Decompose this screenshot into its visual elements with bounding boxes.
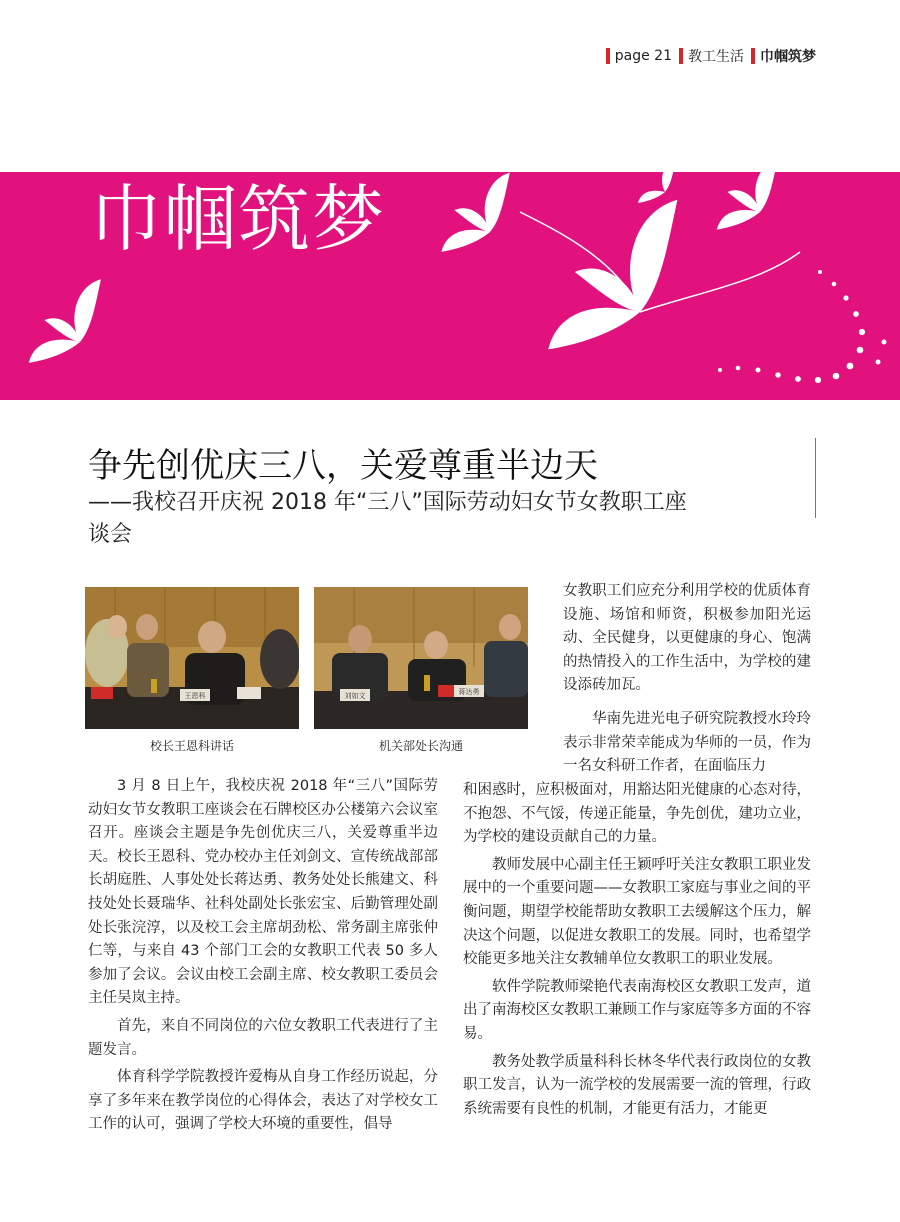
article-paragraph: 教务处教学质量科科长林冬华代表行政岗位的女教职工发言，认为一流学校的发展需要一流的管理，行政系统需要有良性的机制，才能更有活力，才能更: [463, 1053, 811, 1117]
photo-president-speech: [85, 587, 299, 729]
vertical-rule: [815, 438, 816, 518]
article-paragraph: 3 月 8 日上午，我校庆祝 2018 年“三八”国际劳动妇女节女教职工座谈会在石牌校区办公楼第六会议室召开。座谈会主题是争先创优庆三八，关爱尊重半边天。校长王恩科、党办校办主任刘剑文、宣传统战部部长胡庭胜、人事处处长蒋达勇、教务处处长熊建文、科技处处长聂瑞华、社科处副处长张宏宝、后勤管理处副处长张浣淳，以及校工会主席胡劲松、常务副主席张仲仁等，与来自 43 个部门工会的女教职工代表 50 多人参加了会议。会议由校工会副主席、校女教职工委员会主任吴岚主持。: [88, 778, 438, 1007]
left-column: [88, 775, 438, 1137]
page-number: page 21: [614, 48, 672, 64]
section-name: 教工生活: [688, 49, 744, 65]
header-bar: [679, 48, 683, 64]
header-bar: [606, 48, 610, 64]
photo-caption: 校长王恩科讲话: [149, 739, 234, 753]
article-paragraph: 女教职工们应充分利用学校的优质体育设施、场馆和师资，积极参加阳光运动、全民健身，以更健康的身心、饱满的热情投入的工作生活中，为学校的建设添砖加瓦。: [563, 583, 811, 694]
column-name: 巾帼筑梦: [760, 49, 816, 65]
article-paragraph: 体育科学学院教授许爱梅从自身工作经历说起，分享了多年来在教学岗位的心得体会，表达了对学校女工工作的认可，强调了学校大环境的重要性，倡导: [88, 1069, 438, 1133]
article-subheadline: ——我校召开庆祝 2018 年“三八”国际劳动妇女节女教职工座谈会: [88, 490, 687, 547]
dot-trail: [718, 270, 887, 383]
article-paragraph: 华南先进光电子研究院教授水玲玲表示非常荣幸能成为华师的一员，作为一名女科研工作者，在面临压力: [563, 711, 811, 775]
article-headline: 争先创优庆三八，关爱尊重半边天: [88, 446, 598, 486]
right-column: [463, 779, 811, 1121]
article-paragraph: 首先，来自不同岗位的六位女教职工代表进行了主题发言。: [88, 1017, 438, 1058]
photo-department-meeting: [314, 587, 528, 729]
article-paragraph: 软件学院教师梁艳代表南海校区女教职工发声，道出了南海校区女教职工兼顾工作与家庭等多方面的不容易。: [463, 978, 811, 1042]
header-bar: [751, 48, 755, 64]
nameplate-text: 蒋达勇: [458, 688, 480, 696]
column-banner: [0, 172, 900, 400]
article-paragraph: 和困惑时，应积极面对，用豁达阳光健康的心态对待，不抱怨、不气馁，传递正能量，争先创优，建功立业，为学校的建设贡献自己的力量。: [463, 782, 811, 846]
running-header: [599, 46, 816, 66]
nameplate-text: 刘如文: [344, 692, 366, 700]
photo-caption: 机关部处长沟通: [378, 739, 463, 753]
banner-title: 巾帼筑梦: [90, 177, 387, 261]
nameplate-text: 王恩科: [184, 692, 206, 700]
article-paragraph: 教师发展中心副主任王颖呼吁关注女教职工职业发展中的一个重要问题——女教职工家庭与事业之间的平衡问题，期望学校能帮助女教职工去缓解这个压力，解决这个问题，以促进女教职工的发展。同时，也希望学校能更多地关注女教辅单位女教职工的职业发展。: [463, 856, 811, 968]
